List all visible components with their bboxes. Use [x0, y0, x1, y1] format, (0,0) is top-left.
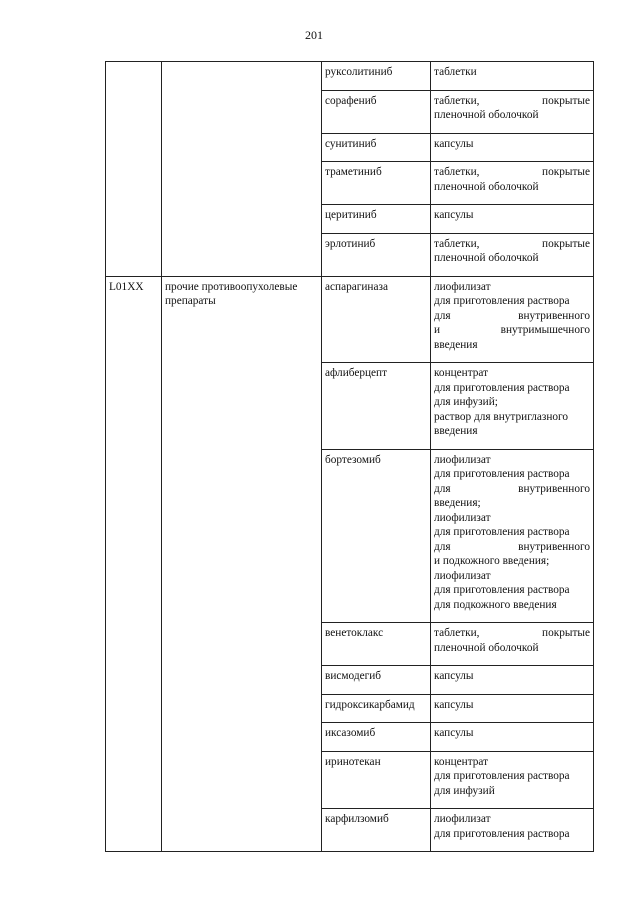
- dosage-form-line: [434, 323, 590, 338]
- dosage-form-line: капсулы: [434, 727, 474, 739]
- drug-name-cell: венетоклакс: [322, 623, 431, 666]
- dosage-form-cell: [431, 751, 594, 809]
- table-row: [106, 276, 594, 363]
- dosage-form-line: и подкожного введения;: [434, 555, 550, 567]
- dosage-form-cell: [431, 623, 594, 666]
- dosage-form-line: таблетки: [434, 66, 477, 78]
- dosage-form-line: для приготовления раствора: [434, 827, 570, 840]
- dosage-form-word: покрытые: [542, 166, 590, 178]
- dosage-form-line: пленочной оболочкой: [434, 180, 539, 193]
- dosage-form-line: лиофилизат: [434, 453, 491, 466]
- drug-name-cell: иксазомиб: [322, 723, 431, 752]
- dosage-form-word: таблетки,: [434, 166, 480, 178]
- dosage-form-cell: [431, 90, 594, 133]
- dosage-form-cell: [431, 666, 594, 695]
- dosage-form-word: для: [434, 482, 451, 495]
- dosage-form-line: лиофилизат: [434, 569, 491, 582]
- dosage-form-word: для: [434, 309, 451, 322]
- dosage-form-word: для: [434, 540, 451, 553]
- page-number: 201: [305, 28, 323, 42]
- dosage-form-line: капсулы: [434, 209, 474, 221]
- dosage-form-line: концентрат: [434, 367, 489, 379]
- dosage-form-line: лиофилизат: [434, 813, 491, 825]
- dosage-form-cell: [431, 162, 594, 205]
- dosage-form-line: капсулы: [434, 698, 474, 711]
- dosage-form-line: для приготовления раствора: [434, 468, 570, 480]
- dosage-form-line: капсулы: [434, 137, 474, 150]
- drug-name-cell: аспарагиназа: [322, 276, 431, 363]
- dosage-form-line: для приготовления раствора: [434, 584, 570, 596]
- drug-name-cell: бортезомиб: [322, 449, 431, 623]
- dosage-form-word: внутривенного: [518, 309, 590, 322]
- dosage-form-word: внутривенного: [518, 540, 590, 553]
- dosage-form-line: [434, 237, 590, 252]
- dosage-form-cell: [431, 62, 594, 91]
- dosage-form-word: покрытые: [542, 94, 590, 107]
- dosage-form-cell: [431, 694, 594, 723]
- dosage-form-line: для приготовления раствора: [434, 770, 570, 782]
- dosage-form-cell: [431, 205, 594, 234]
- dosage-form-line: [434, 165, 590, 180]
- drug-name-cell: гидроксикарбамид: [322, 694, 431, 723]
- drug-table: [105, 61, 594, 852]
- drug-name-cell: эрлотиниб: [322, 233, 431, 276]
- drug-name-cell: карфилзомиб: [322, 809, 431, 852]
- dosage-form-word: таблетки,: [434, 237, 480, 250]
- dosage-form-line: для приготовления раствора: [434, 381, 570, 394]
- drug-name-cell: сунитиниб: [322, 133, 431, 162]
- dosage-form-line: пленочной оболочкой: [434, 641, 539, 654]
- dosage-form-line: введения: [434, 425, 478, 437]
- dosage-form-line: пленочной оболочкой: [434, 109, 539, 121]
- dosage-form-word: таблетки,: [434, 627, 480, 639]
- dosage-form-cell: [431, 276, 594, 363]
- dosage-form-line: для подкожного введения: [434, 598, 557, 611]
- dosage-form-cell: [431, 449, 594, 623]
- dosage-form-line: [434, 482, 590, 497]
- atc-code-cell: [106, 62, 162, 277]
- dosage-form-word: таблетки,: [434, 94, 480, 107]
- atc-code-cell: L01XX: [106, 276, 162, 852]
- dosage-form-line: лиофилизат: [434, 511, 491, 524]
- dosage-form-line: для приготовления раствора: [434, 526, 570, 538]
- drug-name-cell: висмодегиб: [322, 666, 431, 695]
- drug-name-cell: сорафениб: [322, 90, 431, 133]
- dosage-form-word: внутривенного: [518, 482, 590, 495]
- drug-name-cell: иринотекан: [322, 751, 431, 809]
- drug-name-cell: афлиберцепт: [322, 363, 431, 450]
- dosage-form-word: покрытые: [542, 627, 590, 639]
- dosage-form-line: [434, 309, 590, 324]
- dosage-form-cell: [431, 363, 594, 450]
- dosage-form-word: внутримышечного: [500, 324, 590, 336]
- dosage-form-line: [434, 94, 590, 109]
- dosage-form-cell: [431, 233, 594, 276]
- dosage-form-line: концентрат: [434, 755, 489, 768]
- dosage-form-cell: [431, 133, 594, 162]
- dosage-form-line: для инфузий;: [434, 396, 498, 408]
- group-name-cell: прочие противоопухолевые препараты: [162, 276, 322, 852]
- dosage-form-line: лиофилизат: [434, 280, 491, 293]
- dosage-form-line: раствор для внутриглазного: [434, 410, 569, 423]
- dosage-form-line: [434, 626, 590, 641]
- dosage-form-line: пленочной оболочкой: [434, 252, 539, 264]
- dosage-form-line: для приготовления раствора: [434, 295, 570, 307]
- dosage-form-word: покрытые: [542, 237, 590, 250]
- dosage-form-line: капсулы: [434, 670, 474, 682]
- dosage-form-cell: [431, 809, 594, 852]
- drug-name-cell: руксолитиниб: [322, 62, 431, 91]
- drug-name-cell: траметиниб: [322, 162, 431, 205]
- dosage-form-cell: [431, 723, 594, 752]
- table-body: [106, 62, 594, 852]
- dosage-form-line: введения;: [434, 497, 481, 509]
- dosage-form-word: и: [434, 324, 441, 336]
- dosage-form-line: введения: [434, 338, 478, 351]
- drug-name-cell: церитиниб: [322, 205, 431, 234]
- table-row: [106, 62, 594, 91]
- group-name-cell: [162, 62, 322, 277]
- dosage-form-line: [434, 540, 590, 555]
- dosage-form-line: для инфузий: [434, 784, 495, 797]
